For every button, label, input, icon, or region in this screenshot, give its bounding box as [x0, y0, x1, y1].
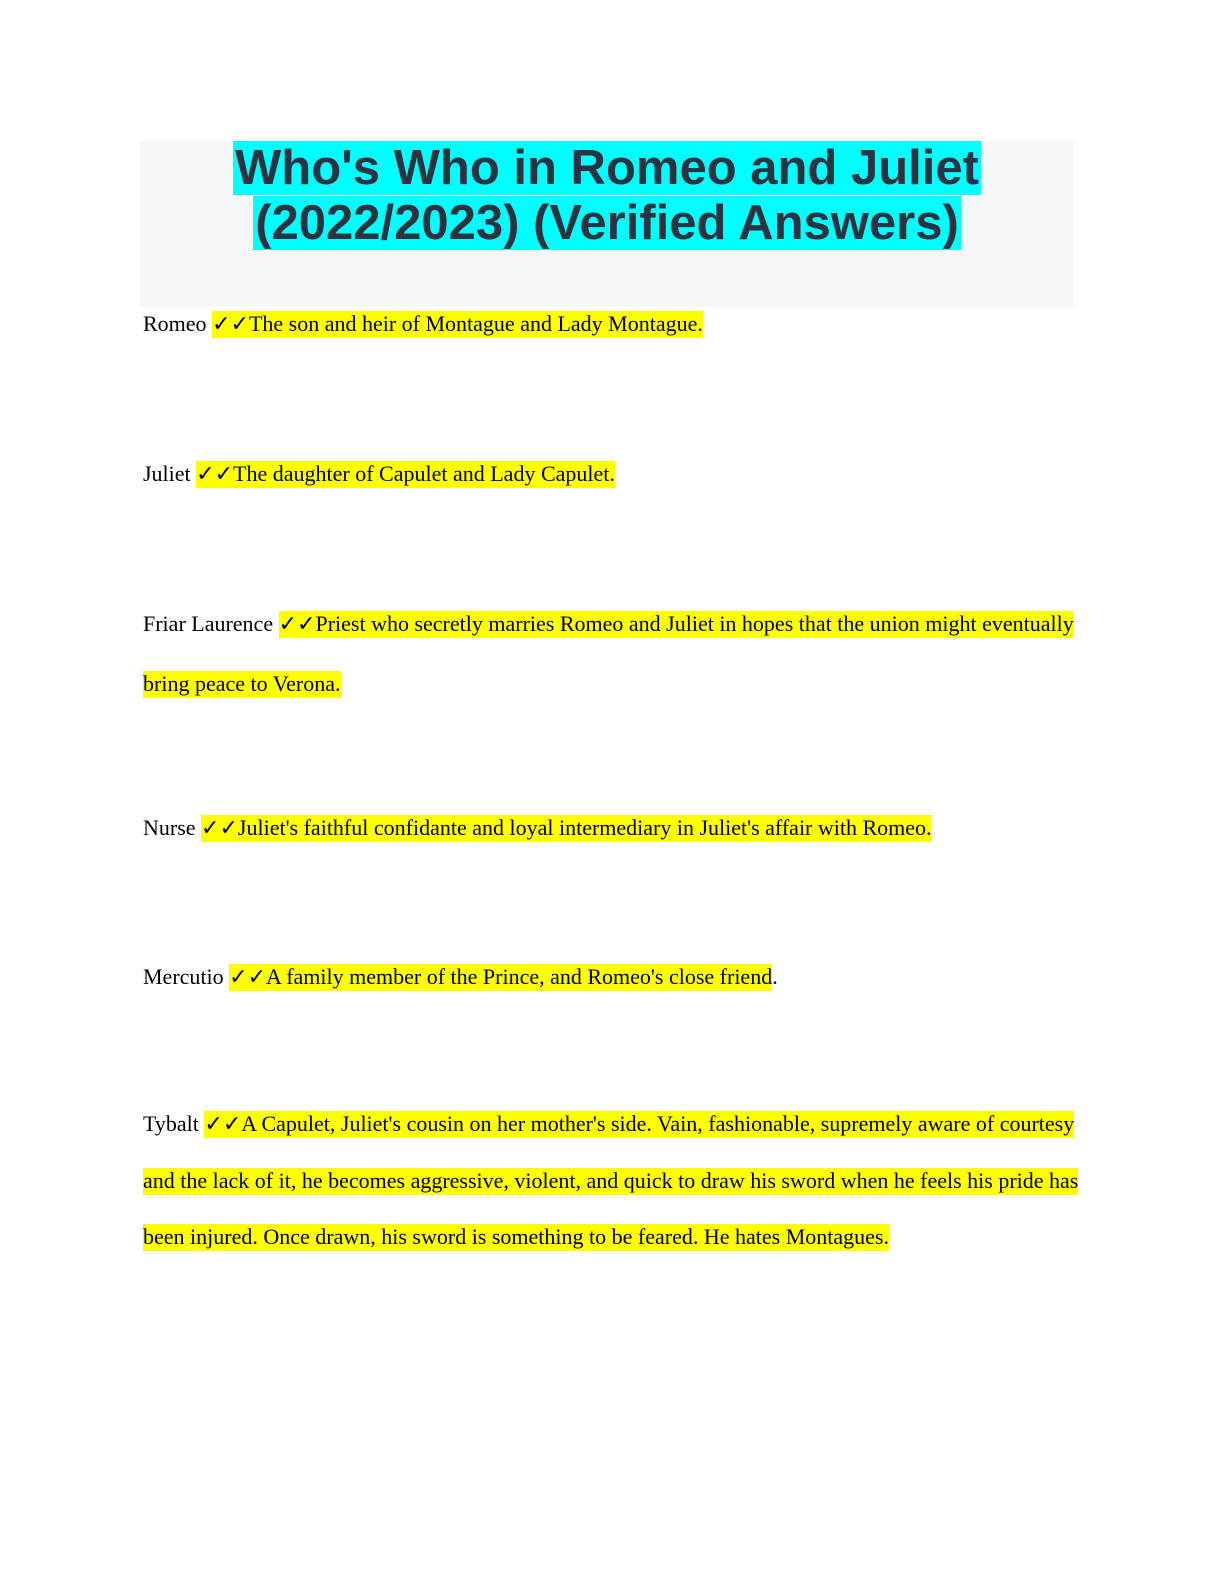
double-check-icon: ✓✓ — [196, 462, 234, 487]
entry-romeo — [143, 308, 1083, 341]
entry-juliet — [143, 458, 1083, 491]
double-check-icon: ✓✓ — [278, 612, 316, 637]
entry-definition-text: Priest who secretly marries Romeo and Juliet in hopes that the union might eventually bring peace to Verona. — [143, 611, 1074, 696]
entry-trailing-punctuation: . — [772, 964, 778, 989]
entry-mercutio — [143, 961, 1083, 994]
entry-definition — [196, 461, 615, 488]
entry-definition-text: The daughter of Capulet and Lady Capulet. — [233, 461, 615, 486]
entry-term: Nurse — [143, 815, 202, 840]
title-line-1: Who's Who in Romeo and Juliet — [235, 141, 979, 195]
entry-friar-laurence — [143, 594, 1083, 713]
entry-nurse — [143, 812, 1083, 845]
entry-definition-text: The son and heir of Montague and Lady Montague. — [248, 311, 703, 336]
double-check-icon: ✓✓ — [201, 816, 238, 841]
entry-definition — [212, 311, 703, 338]
entry-term: Juliet — [143, 461, 197, 486]
entry-term: Mercutio — [143, 964, 230, 989]
entry-term: Romeo — [143, 311, 213, 336]
title-banner — [140, 141, 1074, 307]
entry-definition-text: A family member of the Prince, and Romeo's close friend — [266, 964, 773, 989]
double-check-icon: ✓✓ — [212, 312, 249, 337]
entry-term: Friar Laurence — [143, 611, 279, 636]
entry-definition-text: Juliet's faithful confidante and loyal intermediary in Juliet's affair with Romeo. — [237, 815, 932, 840]
entry-definition — [201, 815, 932, 842]
title-line-2: (2022/2023) (Verified Answers) — [255, 196, 959, 250]
double-check-icon: ✓✓ — [229, 965, 267, 990]
entry-definition — [143, 611, 1074, 698]
entry-term: Tybalt — [143, 1111, 205, 1136]
entry-definition-text: A Capulet, Juliet's cousin on her mother's side. Vain, fashionable, supremely aware of courtesy and the lack of it, he becomes aggressive, violent, and quick to draw his sword when he feels his pride has been injured. Once drawn, his sword is something to be feared. He hates Montagues. — [143, 1111, 1079, 1249]
document-title — [140, 141, 1074, 251]
double-check-icon: ✓✓ — [204, 1112, 242, 1137]
entry-definition — [143, 1111, 1078, 1251]
entry-definition — [229, 964, 772, 991]
entry-tybalt — [143, 1096, 1083, 1265]
